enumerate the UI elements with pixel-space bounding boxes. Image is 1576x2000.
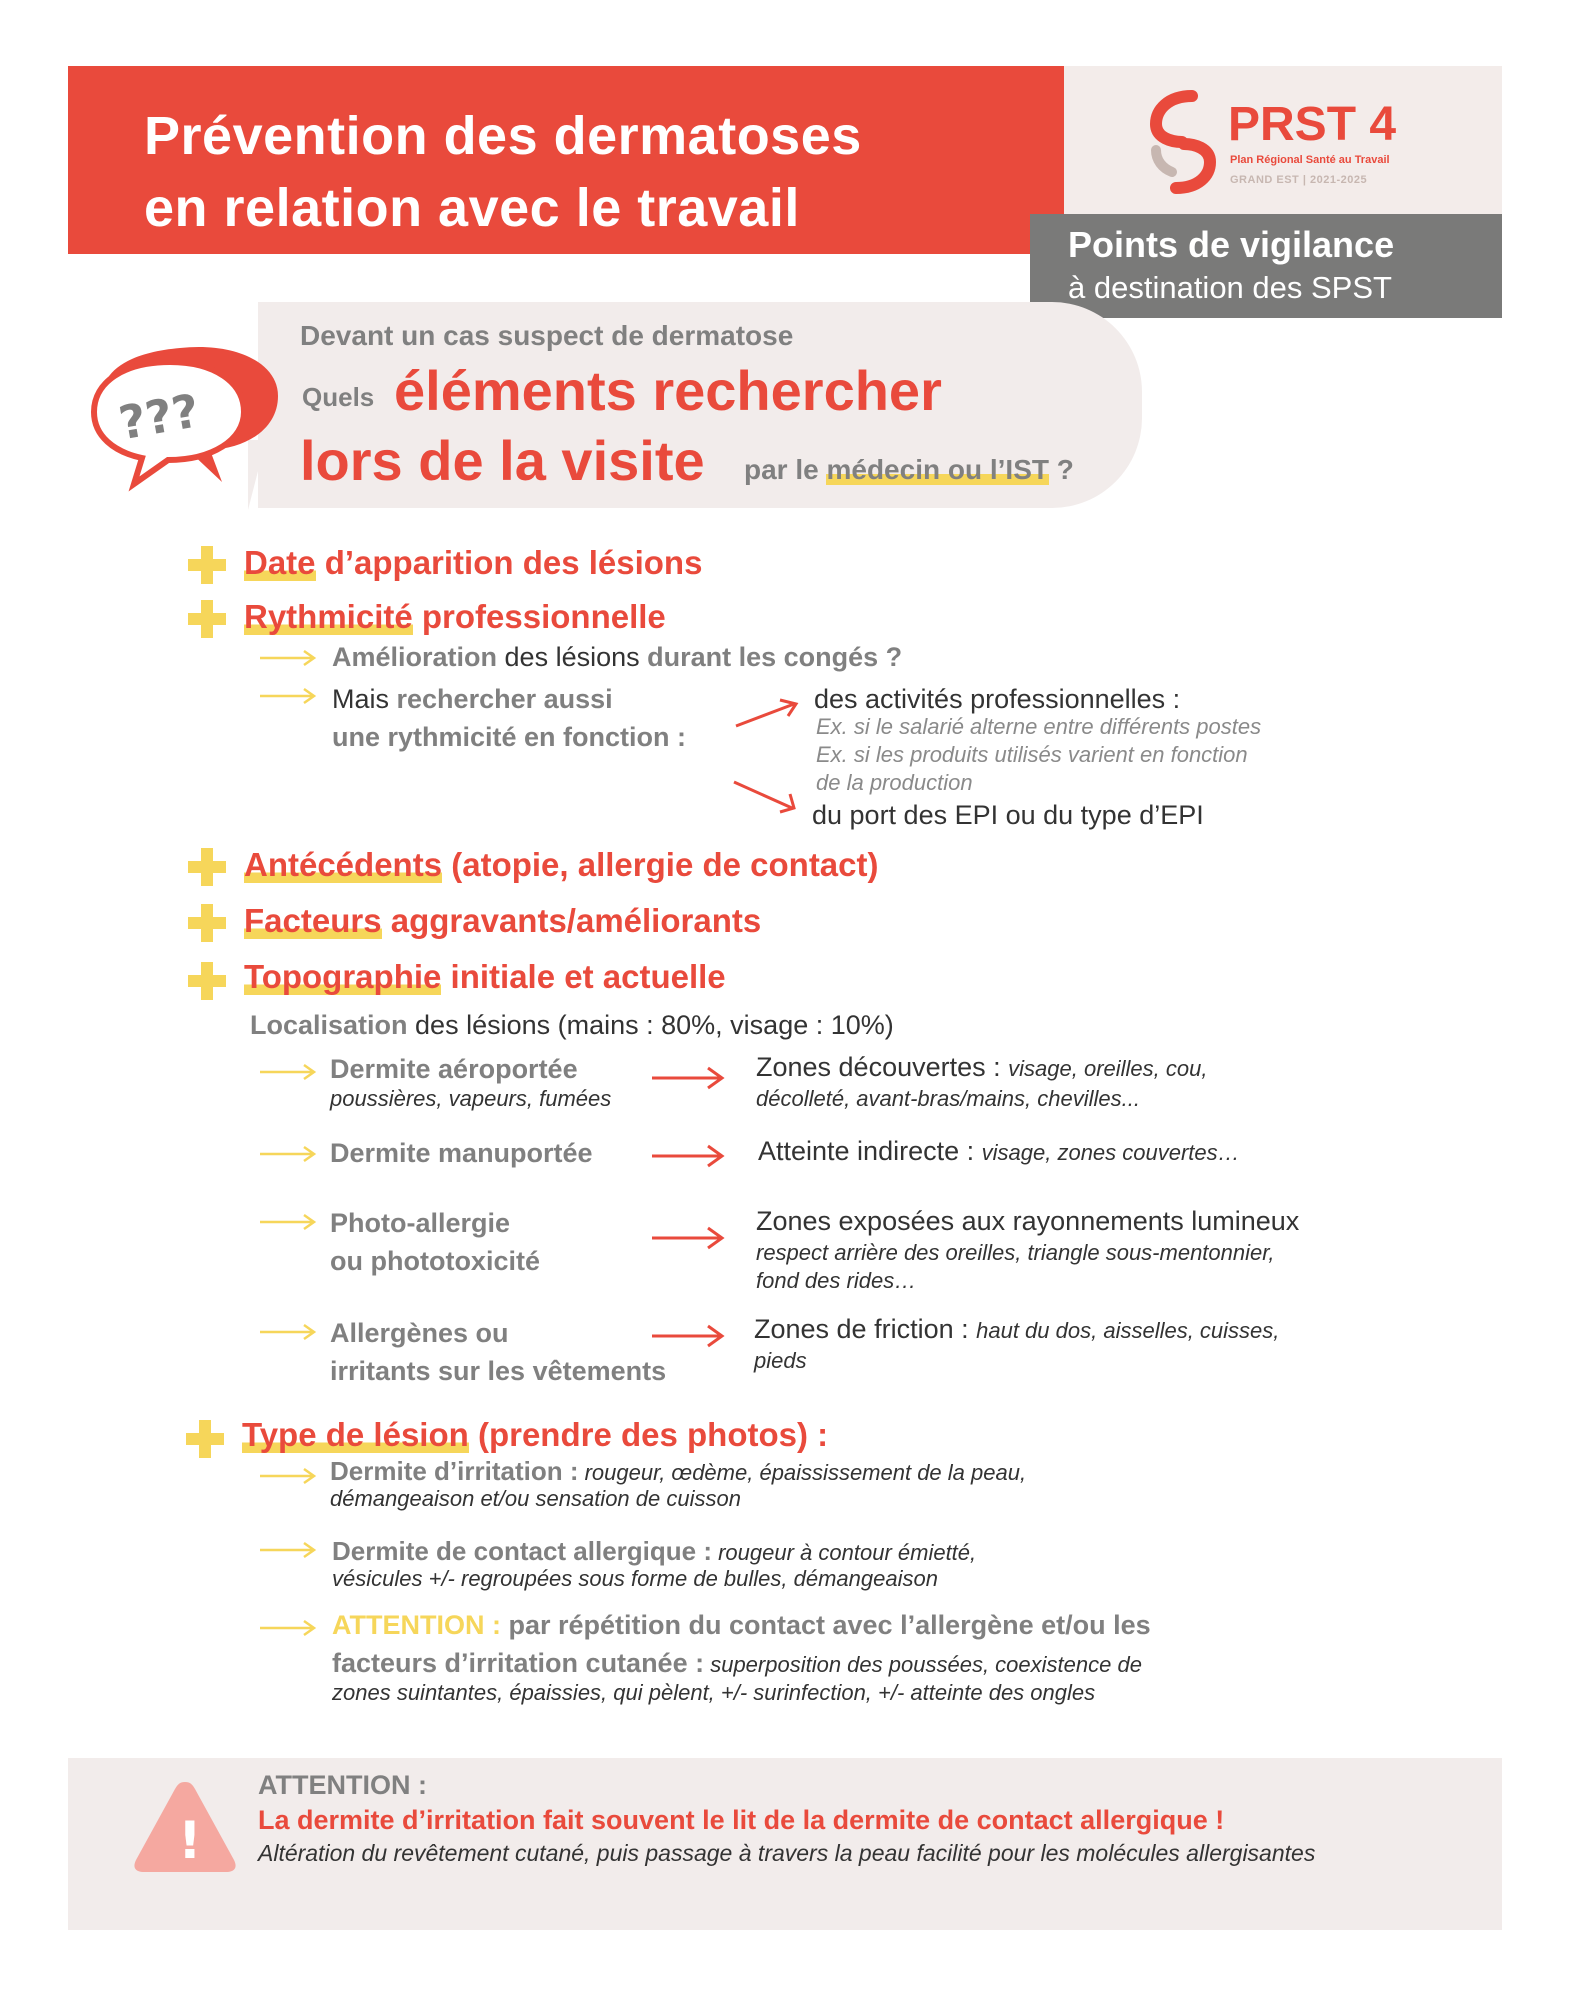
topo-row-2-left: Dermite manuportée	[330, 1138, 593, 1168]
arrow-right-icon	[258, 1144, 318, 1164]
type-irritation	[330, 1456, 1026, 1487]
header-banner	[68, 66, 1064, 254]
type-allergique	[332, 1536, 976, 1567]
rythm-item-1-c: durant les congés ?	[647, 642, 903, 672]
topo-row-4-left2: irritants sur les vêtements	[330, 1356, 667, 1386]
arrow-right-icon	[650, 1322, 726, 1350]
question-heading-2: lors de la visite	[300, 429, 705, 492]
arrow-right-icon	[650, 1064, 726, 1092]
topo-row-4-right-it2: pieds	[754, 1348, 807, 1373]
heading-rythmicite	[244, 598, 666, 636]
heading-type-hl: Type de lésion	[242, 1416, 469, 1453]
topo-row-4-left	[330, 1314, 666, 1390]
type-attention-2-line	[332, 1648, 1142, 1679]
type-allergique-1: rougeur à contour émietté,	[711, 1540, 977, 1565]
heading-rythmicite-rest: professionnelle	[412, 598, 666, 635]
question-heading-1: éléments rechercher	[394, 359, 942, 422]
arrow-right-icon	[650, 1142, 726, 1170]
warning-heading: ATTENTION :	[258, 1770, 427, 1800]
arrow-right-icon	[258, 1540, 318, 1560]
question-marks-text: ???	[114, 383, 204, 451]
epi-text: du port des EPI ou du type d’EPI	[812, 800, 1204, 830]
heading-topographie-rest: initiale et actuelle	[441, 958, 726, 995]
heading-date-rest: d’apparition des lésions	[315, 544, 703, 581]
act-example-3: de la production	[816, 770, 973, 795]
heading-facteurs	[244, 902, 761, 940]
topo-row-2-right-title: Atteinte indirecte :	[758, 1136, 975, 1166]
arrow-right-icon	[258, 1466, 318, 1486]
type-attention	[332, 1610, 1151, 1641]
act-example-2: Ex. si les produits utilisés varient en fonction	[816, 742, 1248, 767]
arrow-right-icon	[258, 1212, 318, 1232]
warning-main: La dermite d’irritation fait souvent le lit de la dermite de contact allergique !	[258, 1805, 1225, 1835]
type-attention-title: ATTENTION :	[332, 1610, 501, 1640]
rythm-item-1-a: Amélioration	[332, 642, 498, 672]
arrow-right-icon	[258, 1322, 318, 1342]
localisation-b: des lésions (mains : 80%, visage : 10%)	[407, 1010, 894, 1040]
type-allergique-2: vésicules +/- regroupées sous forme de bulles, démangeaison	[332, 1566, 938, 1591]
topo-row-1-right	[756, 1052, 1336, 1083]
plus-icon	[184, 1418, 226, 1460]
act-title: des activités professionnelles :	[814, 684, 1181, 714]
question-by-whom	[744, 454, 1074, 486]
topo-row-3-right-it1: respect arrière des oreilles, triangle sous-mentonnier,	[756, 1240, 1275, 1265]
page-title	[144, 100, 862, 244]
heading-date-hl: Date	[244, 544, 316, 581]
question-line-1: Devant un cas suspect de dermatose	[300, 320, 794, 351]
topo-row-3-left2: ou phototoxicité	[330, 1246, 540, 1276]
question-quels: Quels	[302, 382, 375, 412]
topo-row-3-right-title: Zones exposées aux rayonnements lumineux	[756, 1206, 1300, 1236]
topo-row-3-left	[330, 1204, 540, 1280]
title-line-1: Prévention des dermatoses	[144, 106, 862, 166]
act-example-1: Ex. si le salarié alterne entre différents postes	[816, 714, 1262, 739]
topo-row-2-right-it1: visage, zones couvertes…	[981, 1140, 1240, 1165]
arrow-right-icon	[650, 1224, 726, 1252]
plus-icon	[186, 598, 228, 640]
rythm-item-1	[332, 642, 902, 673]
heading-facteurs-hl: Facteurs	[244, 902, 382, 939]
type-allergique-title: Dermite de contact allergique :	[332, 1536, 712, 1566]
rythm-item-2	[332, 680, 686, 756]
plus-icon	[186, 960, 228, 1002]
heading-type-rest: (prendre des photos) :	[468, 1416, 829, 1453]
warning-triangle-icon	[130, 1776, 240, 1876]
topo-row-2-right	[758, 1136, 1240, 1167]
logo-region-years: GRAND EST | 2021-2025	[1230, 174, 1368, 186]
question-mark: ?	[1056, 454, 1074, 485]
localisation-text	[250, 1010, 894, 1041]
plus-icon	[186, 902, 228, 944]
question-par: par le	[744, 454, 819, 485]
type-attention-4: zones suintantes, épaissies, qui pèlent, +/- surinfection, +/- atteinte des ongles	[332, 1680, 1096, 1705]
question-who: médecin ou l’IST	[826, 454, 1049, 485]
arrow-right-icon	[258, 686, 318, 706]
type-irritation-title: Dermite d’irritation :	[330, 1456, 579, 1486]
arrow-up-right-icon	[732, 696, 802, 732]
plus-icon	[186, 544, 228, 586]
logo-subtitle: Plan Régional Santé au Travail	[1230, 154, 1390, 166]
arrow-right-icon	[258, 1618, 318, 1638]
heading-date	[244, 544, 702, 582]
heading-rythmicite-hl: Rythmicité	[244, 598, 413, 635]
topo-row-1-right-it2: décolleté, avant-bras/mains, chevilles...	[756, 1086, 1140, 1111]
type-attention-3: superposition des poussées, coexistence de	[704, 1652, 1142, 1677]
type-attention-2: facteurs d’irritation cutanée :	[332, 1648, 705, 1678]
heading-type-lesion	[242, 1416, 828, 1454]
speech-bubble-icon	[84, 332, 284, 492]
rythm-item-1-b: des lésions	[497, 642, 648, 672]
type-irritation-1: rougeur, œdème, épaississement de la peau,	[578, 1460, 1027, 1485]
vigilance-title: Points de vigilance	[1068, 224, 1395, 265]
arrow-down-right-icon	[730, 776, 800, 816]
type-irritation-2: démangeaison et/ou sensation de cuisson	[330, 1486, 741, 1511]
topo-row-1-right-it1: visage, oreilles, cou,	[1008, 1056, 1208, 1081]
rythm-item-2-c: une rythmicité en fonction :	[332, 722, 687, 752]
logo-title: PRST 4	[1228, 98, 1397, 151]
title-line-2: en relation avec le travail	[144, 178, 800, 238]
heading-topographie	[244, 958, 726, 996]
heading-antecedents-hl: Antécédents	[244, 846, 443, 883]
warning-detail: Altération du revêtement cutané, puis passage à travers la peau facilité pour les molécules allergisantes	[258, 1840, 1316, 1866]
vigilance-subtitle: à destination des SPST	[1068, 270, 1392, 305]
rythm-item-2-a: Mais	[332, 684, 397, 714]
heading-antecedents-rest: (atopie, allergie de contact)	[442, 846, 879, 883]
topo-row-1-right-title: Zones découvertes :	[756, 1052, 1001, 1082]
prst-logo-icon	[1148, 88, 1218, 198]
topo-row-4-right-it1: haut du dos, aisselles, cuisses,	[976, 1318, 1280, 1343]
type-attention-1: par répétition du contact avec l’allergène et/ou les	[500, 1610, 1151, 1640]
heading-antecedents	[244, 846, 879, 884]
rythm-item-2-b: rechercher aussi	[396, 684, 613, 714]
plus-icon	[186, 846, 228, 888]
arrow-right-icon	[258, 648, 318, 668]
heading-facteurs-rest: aggravants/améliorants	[381, 902, 762, 939]
topo-row-3-right-it2: fond des rides…	[756, 1268, 917, 1293]
topo-row-1-left: Dermite aéroportée	[330, 1054, 578, 1084]
topo-row-4-left1: Allergènes ou	[330, 1318, 509, 1348]
warning-glyph: !	[178, 1811, 202, 1871]
localisation-a: Localisation	[250, 1010, 408, 1040]
topo-row-4-right	[754, 1314, 1279, 1345]
topo-row-3-left1: Photo-allergie	[330, 1208, 511, 1238]
topo-row-1-left-italic: poussières, vapeurs, fumées	[330, 1086, 612, 1111]
topo-row-4-right-title: Zones de friction :	[754, 1314, 969, 1344]
arrow-right-icon	[258, 1062, 318, 1082]
heading-topographie-hl: Topographie	[244, 958, 442, 995]
